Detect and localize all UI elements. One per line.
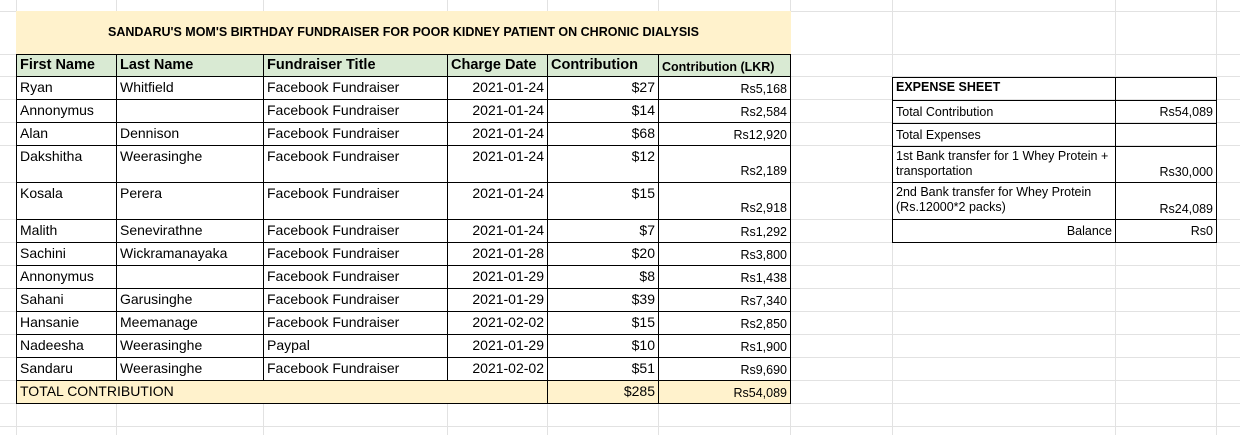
expense-title[interactable]: EXPENSE SHEET bbox=[892, 77, 1116, 101]
cell-contribution-lkr[interactable]: Rs2,918 bbox=[658, 182, 791, 220]
expense-label[interactable]: Total Contribution bbox=[892, 100, 1116, 124]
cell-last-name[interactable]: Senevirathne bbox=[116, 219, 264, 243]
cell-contribution-lkr[interactable]: Rs12,920 bbox=[658, 122, 791, 146]
cell-first-name[interactable]: Annonymus bbox=[16, 99, 117, 123]
cell-contribution-lkr[interactable]: Rs3,800 bbox=[658, 242, 791, 266]
cell-contribution[interactable]: $20 bbox=[547, 242, 659, 266]
sheet-title[interactable]: SANDARU'S MOM'S BIRTHDAY FUNDRAISER FOR POOR KIDNEY PATIENT ON CHRONIC DIALYSIS bbox=[16, 11, 791, 55]
expense-value[interactable]: Rs30,000 bbox=[1115, 146, 1217, 183]
cell-fundraiser-title[interactable]: Facebook Fundraiser bbox=[263, 311, 448, 335]
expense-value[interactable]: Rs54,089 bbox=[1115, 100, 1217, 124]
expense-value[interactable]: Rs24,089 bbox=[1115, 182, 1217, 220]
header-contribution-lkr[interactable]: Contribution (LKR) bbox=[658, 54, 791, 77]
cell-first-name[interactable]: Kosala bbox=[16, 182, 117, 220]
cell-last-name[interactable]: Whitfield bbox=[116, 76, 264, 100]
total-contribution[interactable]: $285 bbox=[547, 380, 659, 404]
cell-charge-date[interactable]: 2021-01-24 bbox=[447, 145, 548, 183]
cell-last-name[interactable]: Meemanage bbox=[116, 311, 264, 335]
cell-fundraiser-title[interactable]: Facebook Fundraiser bbox=[263, 76, 448, 100]
cell-contribution[interactable]: $12 bbox=[547, 145, 659, 183]
balance-value[interactable]: Rs0 bbox=[1115, 219, 1217, 243]
cell-last-name[interactable]: Wickramanayaka bbox=[116, 242, 264, 266]
cell-fundraiser-title[interactable]: Facebook Fundraiser bbox=[263, 182, 448, 220]
cell-first-name[interactable]: Alan bbox=[16, 122, 117, 146]
cell-last-name[interactable]: Weerasinghe bbox=[116, 357, 264, 381]
cell-first-name[interactable]: Nadeesha bbox=[16, 334, 117, 358]
header-first-name[interactable]: First Name bbox=[16, 54, 117, 77]
cell-charge-date[interactable]: 2021-01-24 bbox=[447, 99, 548, 123]
cell-contribution-lkr[interactable]: Rs2,850 bbox=[658, 311, 791, 335]
cell-charge-date[interactable]: 2021-01-24 bbox=[447, 219, 548, 243]
expense-label[interactable]: 2nd Bank transfer for Whey Protein (Rs.12000*2 packs) bbox=[892, 182, 1116, 220]
expense-label[interactable]: Total Expenses bbox=[892, 123, 1116, 147]
cell-fundraiser-title[interactable]: Facebook Fundraiser bbox=[263, 99, 448, 123]
cell-fundraiser-title[interactable]: Facebook Fundraiser bbox=[263, 242, 448, 266]
cell-last-name[interactable]: Weerasinghe bbox=[116, 145, 264, 183]
cell-contribution-lkr[interactable]: Rs1,292 bbox=[658, 219, 791, 243]
cell-contribution-lkr[interactable]: Rs2,584 bbox=[658, 99, 791, 123]
cell-first-name[interactable]: Sahani bbox=[16, 288, 117, 312]
cell-contribution[interactable]: $8 bbox=[547, 265, 659, 289]
cell-fundraiser-title[interactable]: Facebook Fundraiser bbox=[263, 265, 448, 289]
cell-last-name[interactable] bbox=[116, 265, 264, 289]
cell-last-name[interactable] bbox=[116, 99, 264, 123]
cell-last-name[interactable]: Weerasinghe bbox=[116, 334, 264, 358]
expense-value[interactable] bbox=[1115, 123, 1217, 147]
cell-charge-date[interactable]: 2021-01-24 bbox=[447, 76, 548, 100]
total-label[interactable]: TOTAL CONTRIBUTION bbox=[16, 380, 548, 404]
cell-contribution-lkr[interactable]: Rs9,690 bbox=[658, 357, 791, 381]
cell-fundraiser-title[interactable]: Facebook Fundraiser bbox=[263, 288, 448, 312]
header-charge-date[interactable]: Charge Date bbox=[447, 54, 548, 77]
header-last-name[interactable]: Last Name bbox=[116, 54, 264, 77]
cell-first-name[interactable]: Annonymus bbox=[16, 265, 117, 289]
cell-charge-date[interactable]: 2021-02-02 bbox=[447, 357, 548, 381]
grid-row-line bbox=[0, 426, 1240, 427]
cell-charge-date[interactable]: 2021-01-29 bbox=[447, 265, 548, 289]
cell-contribution-lkr[interactable]: Rs1,900 bbox=[658, 334, 791, 358]
cell-last-name[interactable]: Dennison bbox=[116, 122, 264, 146]
cell-contribution-lkr[interactable]: Rs7,340 bbox=[658, 288, 791, 312]
expense-label[interactable]: 1st Bank transfer for 1 Whey Protein + transportation bbox=[892, 146, 1116, 183]
cell-fundraiser-title[interactable]: Facebook Fundraiser bbox=[263, 219, 448, 243]
cell-first-name[interactable]: Sachini bbox=[16, 242, 117, 266]
cell-contribution[interactable]: $15 bbox=[547, 311, 659, 335]
cell-charge-date[interactable]: 2021-01-28 bbox=[447, 242, 548, 266]
cell-fundraiser-title[interactable]: Facebook Fundraiser bbox=[263, 357, 448, 381]
cell-charge-date[interactable]: 2021-02-02 bbox=[447, 311, 548, 335]
cell-contribution[interactable]: $15 bbox=[547, 182, 659, 220]
cell-first-name[interactable]: Ryan bbox=[16, 76, 117, 100]
cell-first-name[interactable]: Hansanie bbox=[16, 311, 117, 335]
cell-fundraiser-title[interactable]: Facebook Fundraiser bbox=[263, 122, 448, 146]
cell-contribution[interactable]: $7 bbox=[547, 219, 659, 243]
header-fundraiser-title[interactable]: Fundraiser Title bbox=[263, 54, 448, 77]
cell-contribution-lkr[interactable]: Rs2,189 bbox=[658, 145, 791, 183]
expense-title-value[interactable] bbox=[1115, 77, 1217, 101]
cell-charge-date[interactable]: 2021-01-24 bbox=[447, 182, 548, 220]
cell-charge-date[interactable]: 2021-01-29 bbox=[447, 288, 548, 312]
cell-contribution[interactable]: $27 bbox=[547, 76, 659, 100]
cell-contribution[interactable]: $14 bbox=[547, 99, 659, 123]
cell-contribution[interactable]: $51 bbox=[547, 357, 659, 381]
cell-charge-date[interactable]: 2021-01-24 bbox=[447, 122, 548, 146]
cell-first-name[interactable]: Dakshitha bbox=[16, 145, 117, 183]
cell-contribution-lkr[interactable]: Rs5,168 bbox=[658, 76, 791, 100]
cell-last-name[interactable]: Perera bbox=[116, 182, 264, 220]
cell-contribution[interactable]: $68 bbox=[547, 122, 659, 146]
balance-label[interactable]: Balance bbox=[892, 219, 1116, 243]
cell-first-name[interactable]: Malith bbox=[16, 219, 117, 243]
cell-contribution-lkr[interactable]: Rs1,438 bbox=[658, 265, 791, 289]
cell-first-name[interactable]: Sandaru bbox=[16, 357, 117, 381]
cell-fundraiser-title[interactable]: Paypal bbox=[263, 334, 448, 358]
header-contribution[interactable]: Contribution bbox=[547, 54, 659, 77]
cell-contribution[interactable]: $10 bbox=[547, 334, 659, 358]
cell-charge-date[interactable]: 2021-01-29 bbox=[447, 334, 548, 358]
cell-last-name[interactable]: Garusinghe bbox=[116, 288, 264, 312]
total-contribution-lkr[interactable]: Rs54,089 bbox=[658, 380, 791, 404]
cell-fundraiser-title[interactable]: Facebook Fundraiser bbox=[263, 145, 448, 183]
cell-contribution[interactable]: $39 bbox=[547, 288, 659, 312]
